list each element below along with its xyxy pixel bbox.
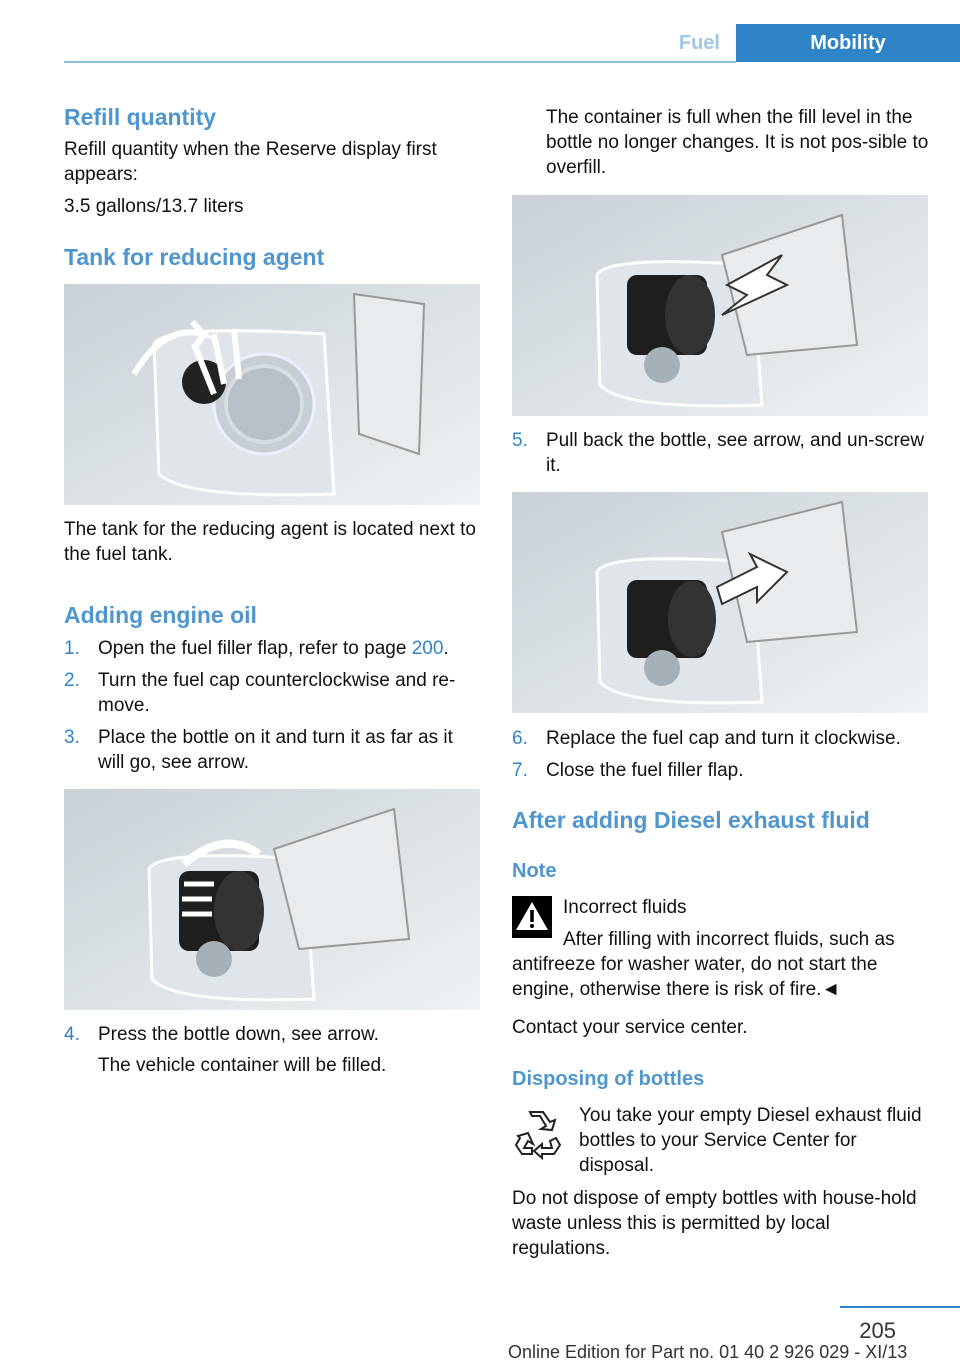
tank-caption: The tank for the reducing agent is located next to the fuel tank. — [64, 519, 476, 565]
step-text: Press the bottle down, see arrow. — [98, 1024, 379, 1045]
footer-edition: Online Edition for Part no. 01 40 2 926 029 - XI/13 — [508, 1342, 908, 1362]
tank-illustration — [64, 284, 480, 505]
dispose-text: You take your empty Diesel exhaust fluid bottles to your Service Center for disposal. — [579, 1105, 922, 1176]
recycle-icon — [512, 1108, 564, 1165]
contact-text: Contact your service center. — [512, 1017, 748, 1038]
tab-mobility[interactable]: Mobility — [736, 24, 960, 62]
step-number: 7. — [512, 760, 528, 781]
bottle-turn-illustration — [64, 789, 480, 1010]
after-adding-heading: After adding Diesel exhaust fluid — [512, 807, 870, 833]
step-text: Turn the fuel cap counterclockwise and re-move. — [98, 670, 456, 716]
warning-text: After filling with incorrect fluids, such as antifreeze for washer water, do not start the engine, otherwise there is risk of fire.◄ — [512, 929, 895, 1000]
note-heading: Note — [512, 860, 557, 882]
step-number: 3. — [64, 727, 80, 748]
step-number: 1. — [64, 638, 80, 659]
refill-heading: Refill quantity — [64, 104, 217, 130]
page-link[interactable]: 200 — [411, 638, 444, 659]
dispose-heading: Disposing of bottles — [512, 1068, 705, 1090]
warning-title: Incorrect fluids — [563, 897, 687, 918]
footer-rule — [840, 1306, 960, 1308]
tab-fuel[interactable]: Fuel — [663, 24, 736, 62]
header-tabs — [663, 24, 960, 62]
step-text: Pull back the bottle, see arrow, and un-screw it. — [546, 430, 925, 476]
dispose-rule: Do not dispose of empty bottles with house-hold waste unless this is permitted by local regulations. — [512, 1188, 917, 1259]
bottle-press-illustration — [512, 195, 928, 416]
engine-oil-heading: Adding engine oil — [64, 602, 257, 628]
header-rule — [64, 61, 736, 63]
step-text: Open the fuel filler flap, refer to page — [98, 638, 412, 659]
refill-value: 3.5 gallons/13.7 liters — [64, 196, 244, 217]
full-text: The container is full when the fill level in the bottle no longer changes. It is not pos-sible to overfill. — [546, 107, 929, 178]
step-number: 6. — [512, 728, 528, 749]
step-text: Place the bottle on it and turn it as far as it will go, see arrow. — [98, 727, 453, 773]
bottle-pull-illustration — [512, 492, 928, 713]
step-number: 2. — [64, 670, 80, 691]
step-number: 5. — [512, 430, 528, 451]
step-number: 4. — [64, 1024, 80, 1045]
step-text: Close the fuel filler flap. — [546, 760, 744, 781]
page-number: 205 — [859, 1318, 896, 1343]
step-text: Replace the fuel cap and turn it clockwise. — [546, 728, 901, 749]
refill-text: Refill quantity when the Reserve display first appears: — [64, 139, 437, 185]
step-4-subtext: The vehicle container will be filled. — [98, 1055, 387, 1076]
step-punct: . — [443, 638, 449, 659]
tank-heading: Tank for reducing agent — [64, 244, 325, 270]
